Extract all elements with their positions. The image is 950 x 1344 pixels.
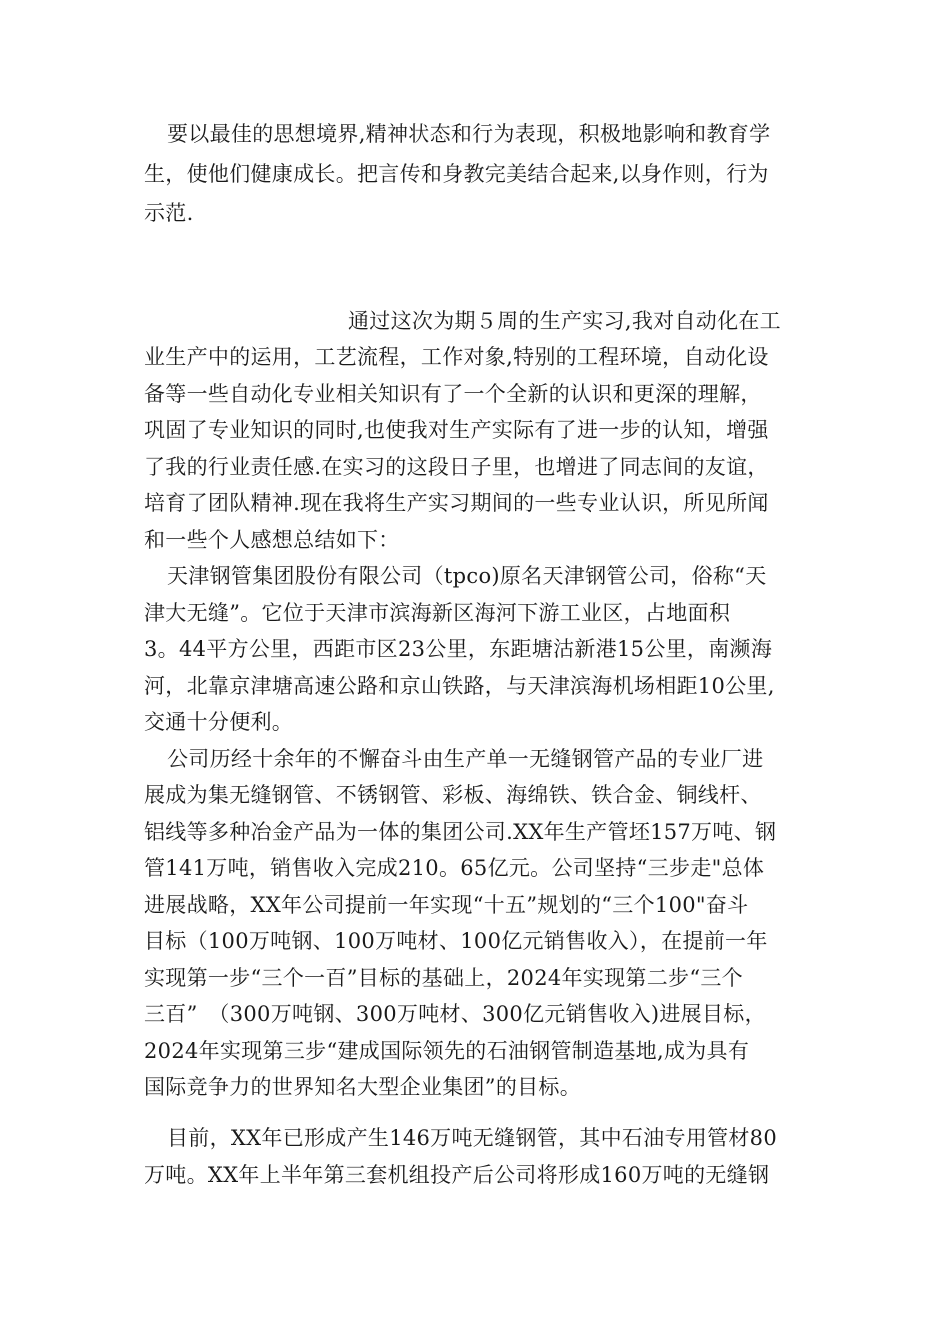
paragraph-5-line-1: 目前，XX年已形成产生146万吨无缝钢管，其中石油专用管材80 (167, 1126, 778, 1150)
paragraph-3-line-2: 津大无缝”。它位于天津市滨海新区海河下游工业区，占地面积 (144, 601, 731, 625)
paragraph-3-line-4: 河，北靠京津塘高速公路和京山铁路，与天津滨海机场相距10公里, (144, 674, 775, 698)
paragraph-2-line-7: 和一些个人感想总结如下： (144, 528, 400, 552)
paragraph-2-line-6: 培育了团队精神.现在我将生产实习期间的一些专业认识，所见所闻 (144, 491, 769, 515)
paragraph-3-line-5: 交通十分便利。 (144, 710, 294, 734)
paragraph-4-line-8: 三百” （300万吨钢、300万吨材、300亿元销售收入)进展目标， (144, 1002, 766, 1026)
paragraph-2-line-5: 了我的行业责任感.在实习的这段日子里，也增进了同志间的友谊， (144, 455, 769, 479)
paragraph-2-line-4: 巩固了专业知识的同时,也使我对生产实际有了进一步的认知，增强 (144, 418, 769, 442)
paragraph-5-line-2: 万吨。XX年上半年第三套机组投产后公司将形成160万吨的无缝钢 (144, 1163, 770, 1187)
paragraph-4-line-6: 目标（100万吨钢、100万吨材、100亿元销售收入），在提前一年 (144, 929, 768, 953)
paragraph-4-line-2: 展成为集无缝钢管、不锈钢管、彩板、海绵铁、铁合金、铜线杆、 (144, 783, 762, 807)
paragraph-3-line-1: 天津钢管集团股份有限公司（tpco)原名天津钢管公司，俗称“天 (167, 564, 767, 588)
paragraph-4-line-3: 铝线等多种冶金产品为一体的集团公司.XX年生产管坯157万吨、钢 (144, 820, 777, 844)
paragraph-4-line-10: 国际竞争力的世界知名大型企业集团”的目标。 (144, 1075, 582, 1099)
paragraph-2-line-1: 通过这次为期５周的生产实习,我对自动化在工 (348, 309, 781, 333)
paragraph-3-line-3: 3。44平方公里，西距市区23公里，东距塘沽新港15公里，南濒海 (144, 637, 773, 661)
paragraph-4-line-4: 管141万吨，销售收入完成210。65亿元。公司坚持“三步走"总体 (144, 856, 765, 880)
paragraph-2-line-3: 备等一些自动化专业相关知识有了一个全新的认识和更深的理解， (144, 382, 762, 406)
paragraph-4-line-7: 实现第一步“三个一百”目标的基础上，2024年实现第二步“三个 (144, 966, 743, 990)
paragraph-1-line-1: 要以最佳的思想境界,精神状态和行为表现，积极地影响和教育学 (167, 122, 771, 146)
paragraph-1-line-3: 示范. (144, 201, 194, 225)
paragraph-1-line-2: 生，使他们健康成长。把言传和身教完美结合起来,以身作则，行为 (144, 162, 769, 186)
paragraph-4-line-5: 进展战略，XX年公司提前一年实现“十五”规划的“三个100"奋斗 (144, 893, 749, 917)
paragraph-4-line-9: 2024年实现第三步“建成国际领先的石油钢管制造基地,成为具有 (144, 1039, 750, 1063)
paragraph-4-line-1: 公司历经十余年的不懈奋斗由生产单一无缝钢管产品的专业厂进 (167, 747, 764, 771)
paragraph-2-line-2: 业生产中的运用，工艺流程，工作对象,特别的工程环境，自动化设 (144, 345, 769, 369)
